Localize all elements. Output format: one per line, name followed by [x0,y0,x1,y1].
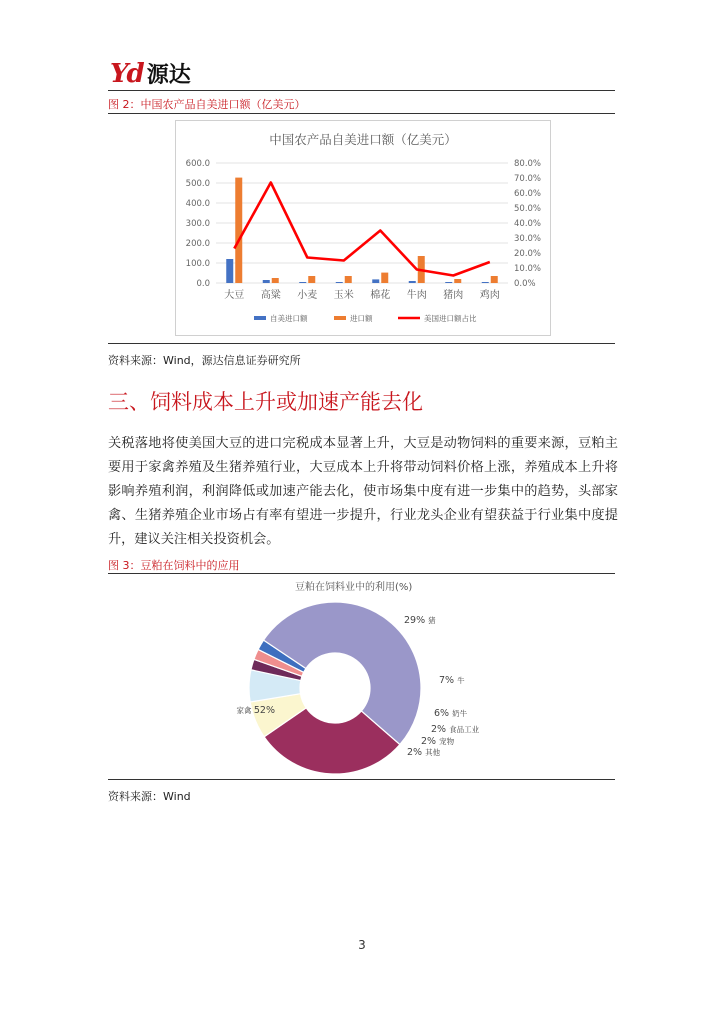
pie-title: 豆粕在饲料业中的利用(%) [295,582,413,593]
chart-title: 中国农产品自美进口额（亿美元） [269,132,457,147]
y-right-tick-label: 0.0% [514,279,536,289]
donut-chart [225,576,585,776]
header-rule [108,90,615,91]
pie-label: 2% 宠物 [421,736,455,747]
pie-label: 6% 奶牛 [434,708,468,719]
legend-label: 自美进口额 [270,314,308,323]
figure3-bottom-rule [108,779,615,780]
legend-swatch [334,316,346,320]
y-right-tick-label: 70.0% [514,174,542,184]
y-left-tick-label: 100.0 [185,259,210,269]
logo-mark: Yd [110,58,143,89]
x-tick-label: 猪肉 [443,290,464,301]
y-left-tick-label: 500.0 [185,179,210,189]
logo-text: 源达 [146,63,191,88]
bar-us-import [372,279,379,283]
figure2-top-rule [108,113,615,114]
bar-total-import [272,278,279,283]
x-tick-label: 玉米 [333,290,354,301]
x-tick-label: 大豆 [224,290,245,301]
body-paragraph: 关税落地将使美国大豆的进口完税成本显著上升，大豆是动物饲料的重要来源，豆粕主要用于家禽养殖及生猪养殖行业，大豆成本上升将带动饲料价格上涨，养殖成本上升将影响养殖利润，利润降低或加速产能去化，使市场集中度有进一步集中的趋势，头部家禽、生猪养殖企业市场占有率有望进一步提升，行业龙头企业有望获益于行业集中度提升，建议关注相关投资机会。 [108,436,618,547]
bar-total-import [235,178,242,283]
pie-label: 家禽 52% [236,705,275,716]
figure3-source: 资料来源：Wind [108,790,191,803]
x-tick-label: 棉花 [370,290,391,301]
y-left-tick-label: 200.0 [185,239,210,249]
y-left-tick-label: 300.0 [185,219,210,229]
bar-total-import [491,276,498,283]
y-right-tick-label: 40.0% [514,219,542,229]
bar-total-import [381,273,388,283]
figure3-top-rule [108,573,615,574]
y-right-tick-label: 50.0% [514,204,542,214]
bar-total-import [454,279,461,283]
figure2-chart [175,120,551,336]
y-right-tick-label: 60.0% [514,189,542,199]
pie-label: 2% 其他 [407,747,441,758]
x-tick-label: 鸡肉 [479,290,500,301]
bar-us-import [409,281,416,283]
bar-line-chart [176,121,550,335]
pie-label: 7% 牛 [439,675,465,686]
bar-us-import [336,282,343,283]
x-tick-label: 牛肉 [406,290,427,301]
legend-label: 美国进口额占比 [424,314,477,323]
section-heading: 三、饲料成本上升或加速产能去化 [108,390,423,414]
y-left-tick-label: 0.0 [196,279,210,289]
y-right-tick-label: 30.0% [514,234,542,244]
legend-swatch [254,316,266,320]
bar-us-import [482,282,489,283]
figure2-bottom-rule [108,343,615,344]
pie-label: 29% 猪 [404,615,436,626]
line-us-share [234,183,489,276]
y-left-tick-label: 600.0 [185,159,210,169]
y-left-tick-label: 400.0 [185,199,210,209]
x-tick-label: 小麦 [297,290,318,301]
x-tick-label: 高粱 [260,290,281,301]
y-right-tick-label: 80.0% [514,159,542,169]
bar-total-import [345,276,352,283]
bar-us-import [263,280,270,283]
company-logo [110,58,191,89]
figure2-caption: 图 2：中国农产品自美进口额（亿美元） [108,98,306,111]
figure3-caption: 图 3：豆粕在饲料中的应用 [108,559,240,572]
y-right-tick-label: 20.0% [514,249,542,259]
legend-label: 进口额 [350,314,373,323]
y-right-tick-label: 10.0% [514,264,542,274]
figure2-source: 资料来源：Wind，源达信息证券研究所 [108,354,301,367]
bar-us-import [226,259,233,283]
bar-us-import [445,282,452,283]
bar-us-import [299,282,306,283]
bar-total-import [308,276,315,283]
page-number: 3 [358,938,366,952]
pie-label: 2% 食品工业 [431,724,480,735]
